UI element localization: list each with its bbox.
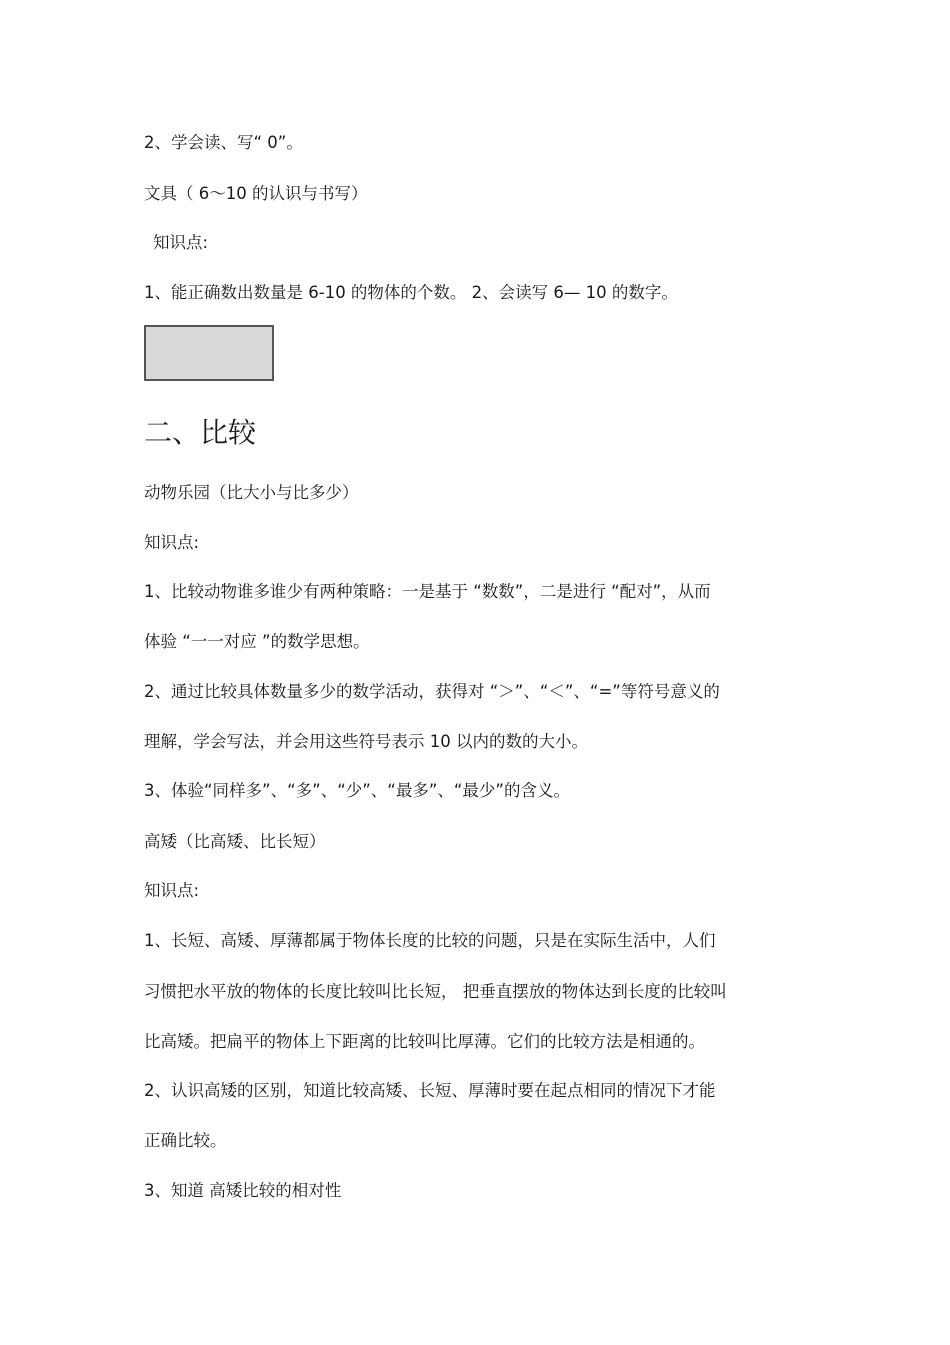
knowledge-point-2a: 2、通过比较具体数量多少的数学活动，获得对 “＞”、“＜”、“=”等符号意义的 [144, 682, 720, 701]
height-point-1a: 1、长短、高矮、厚薄都属于物体长度的比较的问题，只是在实际生活中，人们 [144, 931, 716, 950]
lesson-title-zoo: 动物乐园（比大小与比多少） [144, 483, 359, 502]
lesson-title-stationery: 文具（ 6～10 的认识与书写） [144, 184, 368, 203]
knowledge-label: 知识点: [144, 881, 200, 900]
knowledge-point-3: 3、体验“同样多”、“多”、“少”、“最多”、“最少”的含义。 [144, 781, 570, 800]
height-point-1c: 比高矮。把扁平的物体上下距离的比较叫比厚薄。它们的比较方法是相通的。 [144, 1032, 705, 1051]
knowledge-label: 知识点: [144, 533, 200, 552]
height-point-2a: 2、认识高矮的区别，知道比较高矮、长短、厚薄时要在起点相同的情况下才能 [144, 1081, 716, 1100]
lesson-title-height: 高矮（比高矮、比长短） [144, 832, 326, 851]
section-heading-compare: 二、比较 [144, 416, 257, 449]
text-line-reading-zero: 2、学会读、写“ 0”。 [144, 133, 303, 152]
height-point-2b: 正确比较。 [144, 1131, 227, 1150]
knowledge-label: 知识点: [153, 233, 209, 252]
knowledge-point-6-10: 1、能正确数出数量是 6-10 的物体的个数。 2、会读写 6— 10 的数字。 [144, 283, 678, 302]
height-point-3: 3、知道 高矮比较的相对性 [144, 1181, 342, 1200]
knowledge-point-2b: 理解，学会写法，并会用这些符号表示 10 以内的数的大小。 [144, 732, 588, 751]
height-point-1b: 习惯把水平放的物体的长度比较叫比长短， 把垂直摆放的物体达到长度的比较叫 [144, 982, 727, 1001]
gray-placeholder-box [144, 325, 274, 381]
knowledge-point-1b: 体验 “一一对应 ”的数学思想。 [144, 632, 370, 651]
knowledge-point-1a: 1、比较动物谁多谁少有两种策略：一是基于 “数数”，二是进行 “配对”，从而 [144, 582, 711, 601]
